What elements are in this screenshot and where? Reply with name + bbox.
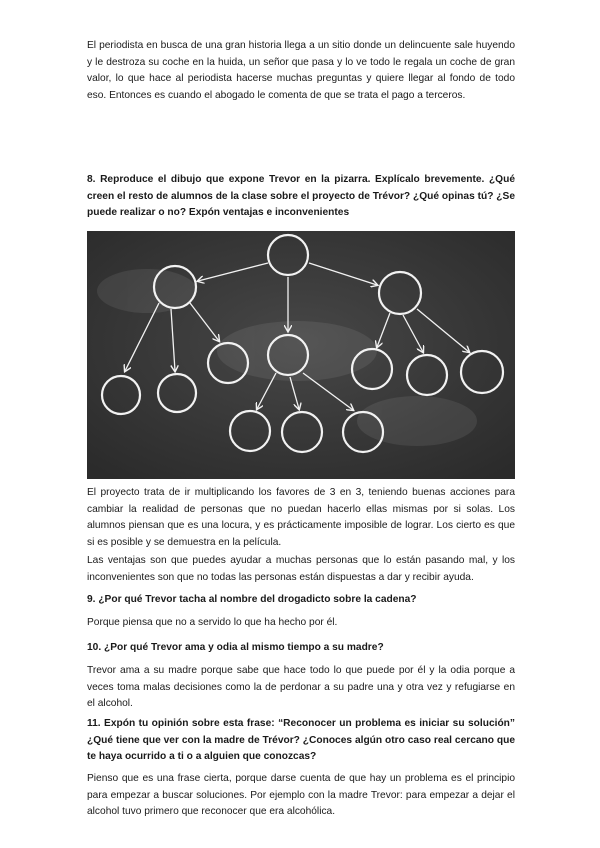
question-9: 9. ¿Por qué Trevor tacha al nombre del drogadicto sobre la cadena? — [87, 594, 417, 605]
answer-10: Trevor ama a su madre porque sabe que hace todo lo que puede por él y la odia porque a veces toma malas decisiones como la de perdonar a su padre una y otra vez y refugiarse en el alcohol. — [87, 665, 515, 710]
answer-8-paragraph-2: Las ventajas son que puedes ayudar a muchas personas que lo están pasando mal, y los inconvenientes son que no todas las personas están dispuestas a dar y recibir ayuda. — [87, 555, 515, 583]
chalkboard-drawing — [87, 231, 515, 479]
answer-8-paragraph-1: El proyecto trata de ir multiplicando los favores de 3 en 3, teniendo buenas acciones para cambiar la realidad de personas que no puedan hacerlo ellas mismas por si solas. Los alumnos piensan que es una locura, y es prácticamente imposible de lograr. Los cierto es que si es posible y se demuestra en la película. — [87, 487, 515, 548]
answer-11: Pienso que es una frase cierta, porque darse cuenta de que hay un problema es el principio para empezar a buscar soluciones. Por ejemplo con la madre Trevor: para empezar a dejar el alcohol tuvo primero que reconocer que era alcohólica. — [87, 773, 515, 818]
question-10: 10. ¿Por qué Trevor ama y odia al mismo tiempo a su madre? — [87, 642, 384, 653]
intro-paragraph: El periodista en busca de una gran historia llega a un sitio donde un delincuente sale huyendo y le destroza su coche en la huida, un señor que pasa y lo ve todo le regala un coche de gran valor, lo que hace al periodista hacerse muchas preguntas y quiere llegar al fondo de todo eso. Entonces es cuando el abogado le comenta de que se trata el pago a terceros. — [87, 40, 515, 101]
question-11: 11. Expón tu opinión sobre esta frase: “Reconocer un problema es iniciar su solución” ¿Qué tiene que ver con la madre de Trévor? ¿Conoces algún otro caso real cercano que te haya ocurrido a ti o a alguien que conozcas? — [87, 718, 515, 763]
answer-9: Porque piensa que no a servido lo que ha hecho por él. — [87, 617, 338, 628]
question-8: 8. Reproduce el dibujo que expone Trevor en la pizarra. Explícalo brevemente. ¿Qué creen el resto de alumnos de la clase sobre el proyecto de Trévor? ¿Qué opinas tú? ¿Se puede realizar o no? Expón ventajas e inconvenientes — [87, 174, 515, 219]
